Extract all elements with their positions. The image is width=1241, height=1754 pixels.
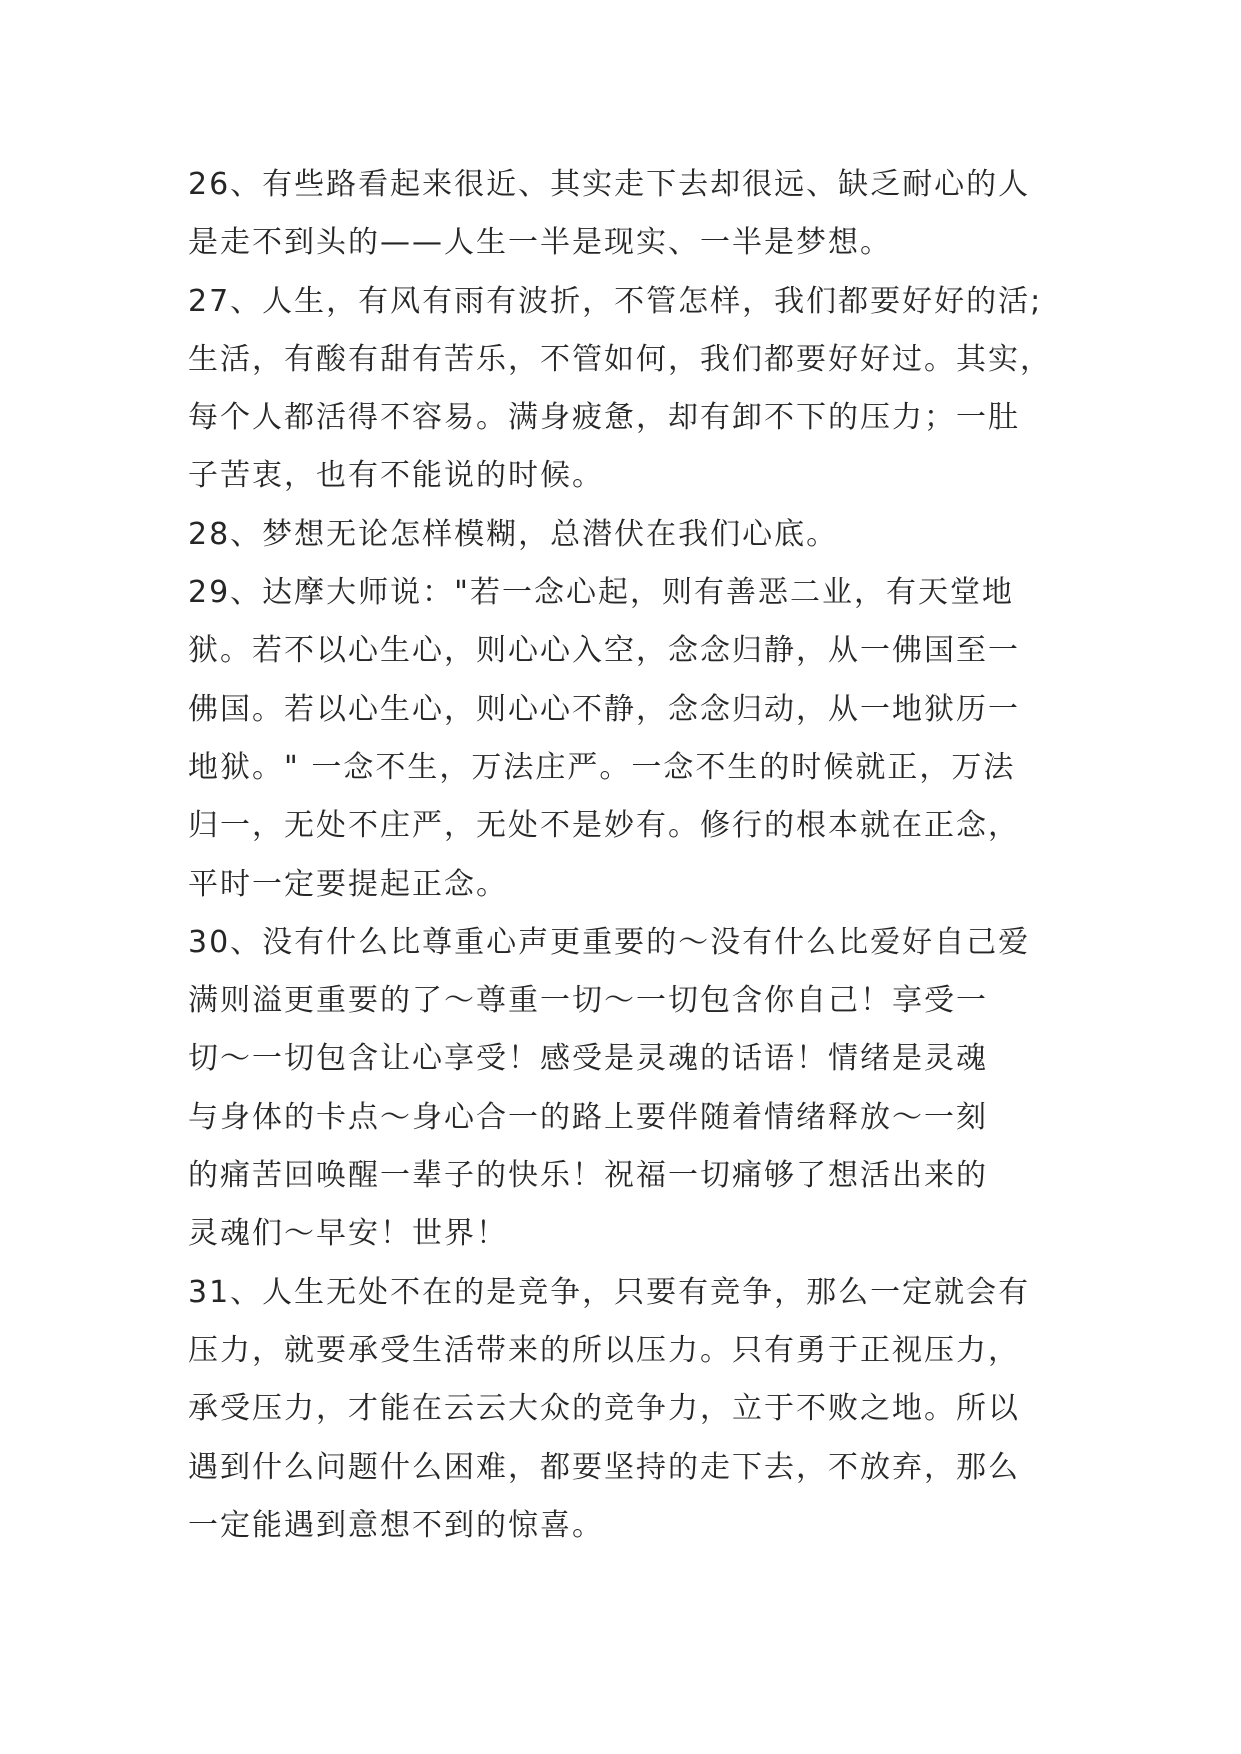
text-line: 每个人都活得不容易。满身疲惫，却有卸不下的压力；一肚 xyxy=(188,400,1020,436)
text-line: 子苦衷，也有不能说的时候。 xyxy=(188,458,604,494)
text-line: 压力，就要承受生活带来的所以压力。只有勇于正视压力， xyxy=(188,1332,1020,1368)
text-line: 归一，无处不庄严，无处不是妙有。修行的根本就在正念， xyxy=(188,808,1020,844)
text-line: 一定能遇到意想不到的惊喜。 xyxy=(188,1507,604,1543)
text-line: 与身体的卡点～身心合一的路上要伴随着情绪释放～一刻 xyxy=(188,1099,988,1135)
text-line: 狱。若不以心生心，则心心入空，念念归静，从一佛国至一 xyxy=(188,633,1020,669)
text-line: 生活，有酸有甜有苦乐，不管如何，我们都要好好过。其实， xyxy=(188,341,1052,377)
text-line: 30、没有什么比尊重心声更重要的～没有什么比爱好自己爱 xyxy=(188,924,1031,960)
text-line: 佛国。若以心生心，则心心不静，念念归动，从一地狱历一 xyxy=(188,691,1020,727)
text-line: 地狱。" 一念不生，万法庄严。一念不生的时候就正，万法 xyxy=(188,749,1016,785)
body-text xyxy=(188,156,1068,1555)
text-line: 29、达摩大师说："若一念心起，则有善恶二业，有天堂地 xyxy=(188,575,1014,611)
text-line: 27、人生，有风有雨有波折，不管怎样，我们都要好好的活; xyxy=(188,283,1043,319)
text-line: 是走不到头的——人生一半是现实、一半是梦想。 xyxy=(188,225,892,261)
text-line: 灵魂们～早安！世界！ xyxy=(188,1216,508,1252)
text-line: 28、梦想无论怎样模糊，总潜伏在我们心底。 xyxy=(188,516,839,552)
text-line: 承受压力，才能在云云大众的竞争力，立于不败之地。所以 xyxy=(188,1391,1020,1427)
text-line: 遇到什么问题什么困难，都要坚持的走下去，不放弃，那么 xyxy=(188,1449,1020,1485)
text-line: 满则溢更重要的了～尊重一切～一切包含你自己！享受一 xyxy=(188,983,988,1019)
text-line: 切～一切包含让心享受！感受是灵魂的话语！情绪是灵魂 xyxy=(188,1041,988,1077)
text-line: 26、有些路看起来很近、其实走下去却很远、缺乏耐心的人 xyxy=(188,167,1031,202)
text-line: 平时一定要提起正念。 xyxy=(188,866,508,902)
text-line: 31、人生无处不在的是竞争，只要有竞争，那么一定就会有 xyxy=(188,1274,1031,1310)
text-line: 的痛苦回唤醒一辈子的快乐！祝福一切痛够了想活出来的 xyxy=(188,1158,988,1194)
